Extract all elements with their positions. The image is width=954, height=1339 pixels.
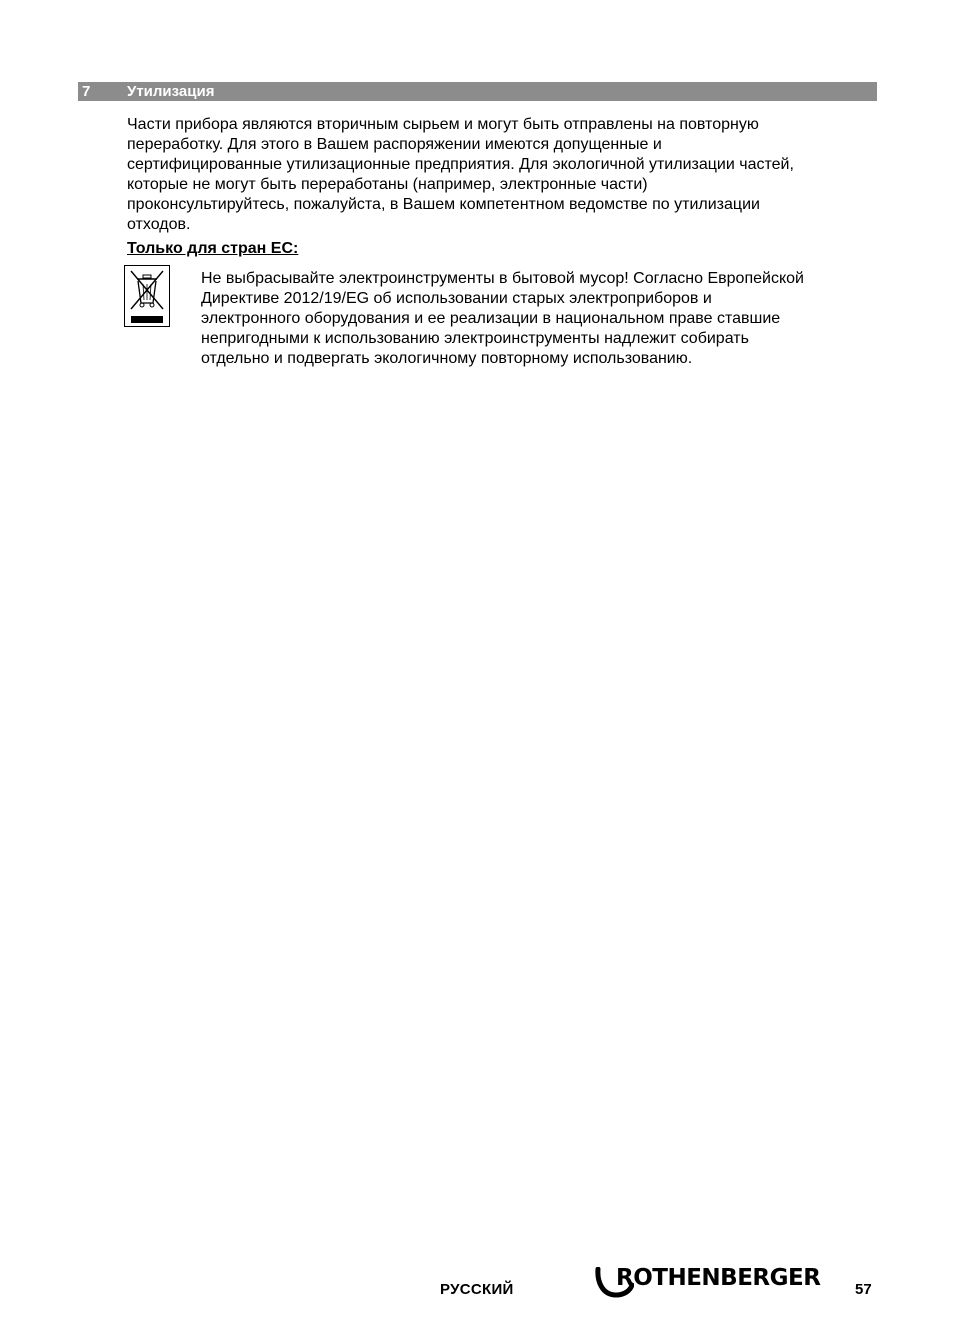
logo-wordmark: ROTHENBERGER — [616, 1265, 821, 1291]
section-title: Утилизация — [127, 83, 215, 100]
eu-disposal-text: Не выбрасывайте электроинструменты в бытовой мусор! Согласно Европейской Директиве 2012/19/EG об использовании старых электроприборов и электронного оборудования и ее реализации в национальном праве ставшие непригодными к использованию электроинструменты надлежит собирать отдельно и подвергать экологичному повторному использованию. — [201, 270, 804, 367]
footer-language: РУССКИЙ — [440, 1281, 514, 1298]
eu-only-heading: Только для стран ЕС: — [127, 240, 299, 257]
crossed-out-wheelie-bin-icon — [124, 265, 170, 327]
section-number: 7 — [82, 83, 91, 100]
section-header — [78, 82, 877, 101]
recycling-paragraph: Части прибора являются вторичным сырьем и могут быть отправлены на повторную переработку. Для этого в Вашем распоряжении имеются допущенные и сертифицированные утилизационные предприятия. Для экологичной утилизации частей, которые не могут быть переработаны (например, электронные части) проконсультируйтесь, пожалуйста, в Вашем компетентном ведомстве по утилизации отходов. — [127, 116, 794, 233]
rothenberger-logo — [594, 1263, 830, 1299]
page-number: 57 — [855, 1281, 872, 1298]
